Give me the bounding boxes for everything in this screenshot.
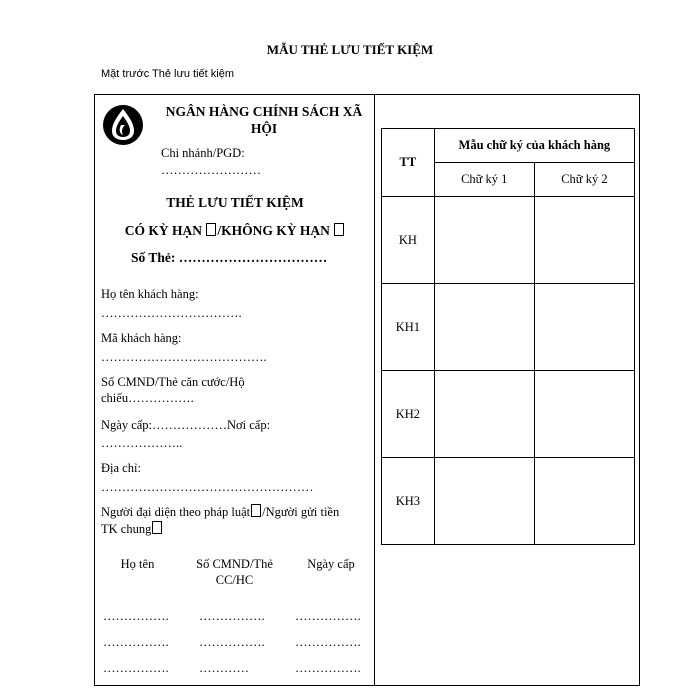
bank-logo-icon bbox=[101, 103, 145, 147]
row-label-kh3: KH3 bbox=[382, 458, 435, 545]
page-subtitle: Mặt trước Thẻ lưu tiết kiệm bbox=[101, 68, 234, 80]
card-title: THẺ LƯU TIẾT KIỆM bbox=[166, 195, 304, 210]
signature-cell[interactable] bbox=[534, 284, 634, 371]
sig-dots: ……………. bbox=[103, 609, 169, 623]
representative-line bbox=[101, 504, 339, 520]
col-tt-header: TT bbox=[382, 129, 435, 197]
card-number-field: Số Thẻ: …………………………… bbox=[131, 250, 328, 265]
sig-dots: ……………. bbox=[199, 609, 265, 623]
sig-header-id: Số CMND/Thẻ CC/HC bbox=[196, 557, 273, 587]
term-fixed-checkbox[interactable] bbox=[206, 223, 216, 236]
signature-cell[interactable] bbox=[534, 458, 634, 545]
page-title: MẪU THẺ LƯU TIẾT KIỆM bbox=[266, 42, 434, 57]
signature-cell[interactable] bbox=[534, 197, 634, 284]
col-sig1-header: Chữ ký 1 bbox=[434, 163, 534, 197]
term-nonfixed-checkbox[interactable] bbox=[334, 223, 344, 236]
bank-name: NGÂN HÀNG CHÍNH SÁCH XÃ HỘI bbox=[165, 104, 363, 136]
signature-cell[interactable] bbox=[434, 458, 534, 545]
legal-rep-checkbox[interactable] bbox=[251, 504, 261, 517]
customer-code-dots: …………………………………. bbox=[101, 350, 267, 364]
term-nonfixed-label: /KHÔNG KỲ HẠN bbox=[217, 223, 330, 238]
address-label: Địa chỉ: bbox=[101, 461, 141, 475]
joint-account-line bbox=[101, 521, 163, 537]
sig-dots: ……………. bbox=[295, 661, 361, 675]
issue-date-place-line: Ngày cấp:………………Nơi cấp: bbox=[101, 418, 271, 432]
signature-cell[interactable] bbox=[434, 197, 534, 284]
signature-cell[interactable] bbox=[434, 284, 534, 371]
sig-header-name: Họ tên bbox=[120, 557, 155, 571]
joint-depositor-label: /Người gửi tiền bbox=[262, 505, 340, 519]
col-sig2-header: Chữ ký 2 bbox=[534, 163, 634, 197]
id-number-label-cont: chiếu……………. bbox=[101, 391, 194, 405]
savings-card-front bbox=[94, 94, 640, 686]
signature-sample-table bbox=[381, 128, 635, 545]
signature-cell[interactable] bbox=[434, 371, 534, 458]
sig-dots: ……………. bbox=[199, 635, 265, 649]
sig-dots: ………… bbox=[199, 661, 249, 675]
id-number-label: Số CMND/Thẻ căn cước/Hộ bbox=[101, 375, 245, 389]
customer-name-dots: ……………………………. bbox=[101, 306, 242, 320]
row-label-kh: KH bbox=[382, 197, 435, 284]
term-type-row bbox=[95, 223, 375, 239]
term-fixed-label: CÓ KỲ HẠN bbox=[124, 223, 202, 238]
sig-dots: ……………. bbox=[295, 609, 361, 623]
signature-cell[interactable] bbox=[534, 371, 634, 458]
row-label-kh2: KH2 bbox=[382, 371, 435, 458]
sig-header-date: Ngày cấp bbox=[307, 557, 355, 571]
representative-label: Người đại diện theo pháp luật bbox=[101, 505, 251, 519]
branch-label: Chi nhánh/PGD: bbox=[161, 146, 245, 160]
col-signature-group-header: Mẫu chữ ký của khách hàng bbox=[434, 129, 634, 163]
card-left-panel bbox=[95, 95, 375, 685]
issue-dots: ……………….. bbox=[101, 436, 183, 450]
sig-dots: ……………. bbox=[103, 661, 169, 675]
joint-account-label: TK chung bbox=[101, 522, 152, 536]
row-label-kh1: KH1 bbox=[382, 284, 435, 371]
sig-dots: ……………. bbox=[295, 635, 361, 649]
address-dots: …………………………………………… bbox=[101, 480, 314, 494]
customer-name-label: Họ tên khách hàng: bbox=[101, 287, 199, 301]
branch-dots: …………………… bbox=[161, 163, 261, 177]
customer-code-label: Mã khách hàng: bbox=[101, 331, 182, 345]
joint-account-checkbox[interactable] bbox=[152, 521, 162, 534]
sig-dots: ……………. bbox=[103, 635, 169, 649]
